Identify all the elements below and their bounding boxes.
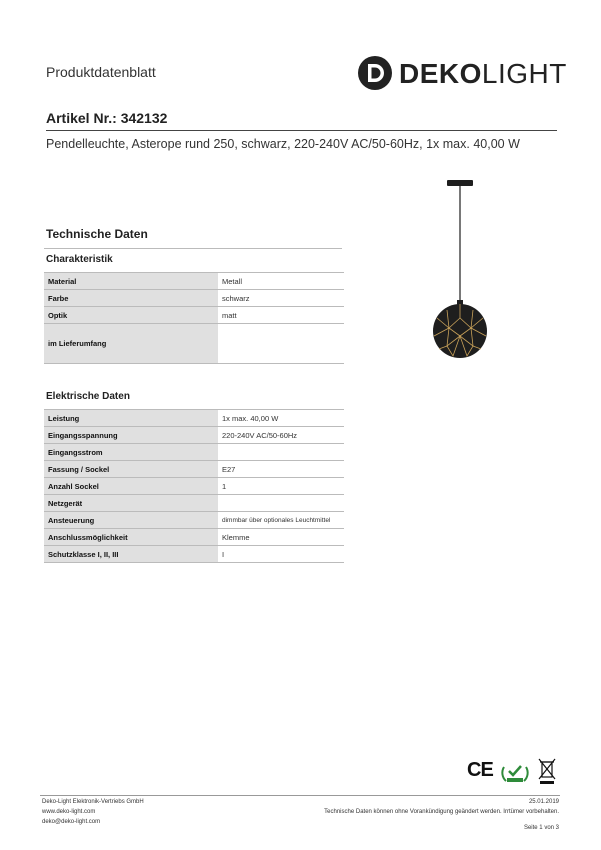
table-row (44, 324, 344, 364)
row-label: Optik (44, 307, 218, 324)
row-label: Eingangsstrom (44, 444, 218, 461)
row-label: Anzahl Sockel (44, 478, 218, 495)
table-row (44, 512, 344, 529)
electrical-data-title: Elektrische Daten (46, 391, 130, 402)
table-row (44, 478, 344, 495)
footer-divider (40, 795, 560, 796)
row-label: Farbe (44, 290, 218, 307)
row-value (218, 444, 344, 461)
table-row (44, 546, 344, 563)
row-label: Material (44, 273, 218, 290)
table-row (44, 410, 344, 427)
row-value (218, 495, 344, 512)
row-label: Eingangsspannung (44, 427, 218, 444)
table-row (44, 427, 344, 444)
footer-website[interactable]: www.deko-light.com (42, 809, 96, 815)
characteristics-table (44, 272, 344, 364)
ce-mark-icon: CE (467, 759, 493, 781)
footer-email[interactable]: deko@deko-light.com (42, 819, 101, 825)
row-value: E27 (218, 461, 344, 478)
table-row (44, 307, 344, 324)
row-label: Fassung / Sockel (44, 461, 218, 478)
table-row (44, 529, 344, 546)
electrical-table (44, 409, 344, 563)
row-label: Leistung (44, 410, 218, 427)
row-value: 220-240V AC/50-60Hz (218, 427, 344, 444)
weee-crossed-bin-icon (537, 757, 557, 785)
row-value: 1x max. 40,00 W (218, 410, 344, 427)
technical-data-title: Technische Daten (46, 227, 148, 241)
row-value: matt (218, 307, 344, 324)
row-label: Ansteuerung (44, 512, 218, 529)
brand-name (399, 58, 567, 90)
table-row (44, 495, 344, 512)
table-row (44, 461, 344, 478)
certification-icons (467, 757, 559, 785)
product-description: Pendelleuchte, Asterope rund 250, schwarz, 220-240V AC/50-60Hz, 1x max. 40,00 W (46, 137, 520, 151)
product-image-pendant-lamp (425, 178, 495, 368)
table-row (44, 273, 344, 290)
document-title: Produktdatenblatt (46, 64, 156, 80)
article-number: Artikel Nr.: 342132 (46, 110, 168, 126)
article-divider (46, 130, 557, 131)
row-value (218, 324, 344, 364)
row-label: Anschlussmöglichkeit (44, 529, 218, 546)
row-value: Metall (218, 273, 344, 290)
characteristics-title: Charakteristik (46, 254, 113, 265)
quality-seal-icon (500, 757, 530, 785)
brand-bold: DEKO (399, 58, 482, 89)
footer-company: Deko-Light Elektronik-Vertriebs GmbH (42, 799, 144, 805)
brand-light: LIGHT (481, 58, 567, 89)
row-value: 1 (218, 478, 344, 495)
row-value: I (218, 546, 344, 563)
table-row (44, 444, 344, 461)
table-row (44, 290, 344, 307)
deko-logo-mark-icon (357, 55, 393, 91)
row-value: dimmbar über optionales Leuchtmittel (218, 512, 344, 529)
footer-disclaimer: Technische Daten können ohne Vorankündigung geändert werden. Irrtümer vorbehalten. (324, 809, 559, 815)
row-label: Netzgerät (44, 495, 218, 512)
deko-light-logo (357, 55, 567, 91)
row-value: schwarz (218, 290, 344, 307)
section-divider (44, 248, 342, 249)
row-label: Schutzklasse I, II, III (44, 546, 218, 563)
footer-page-number: Seite 1 von 3 (523, 825, 559, 831)
footer-date: 25.01.2019 (528, 799, 559, 805)
row-value: Klemme (218, 529, 344, 546)
row-label: im Lieferumfang (44, 324, 218, 364)
